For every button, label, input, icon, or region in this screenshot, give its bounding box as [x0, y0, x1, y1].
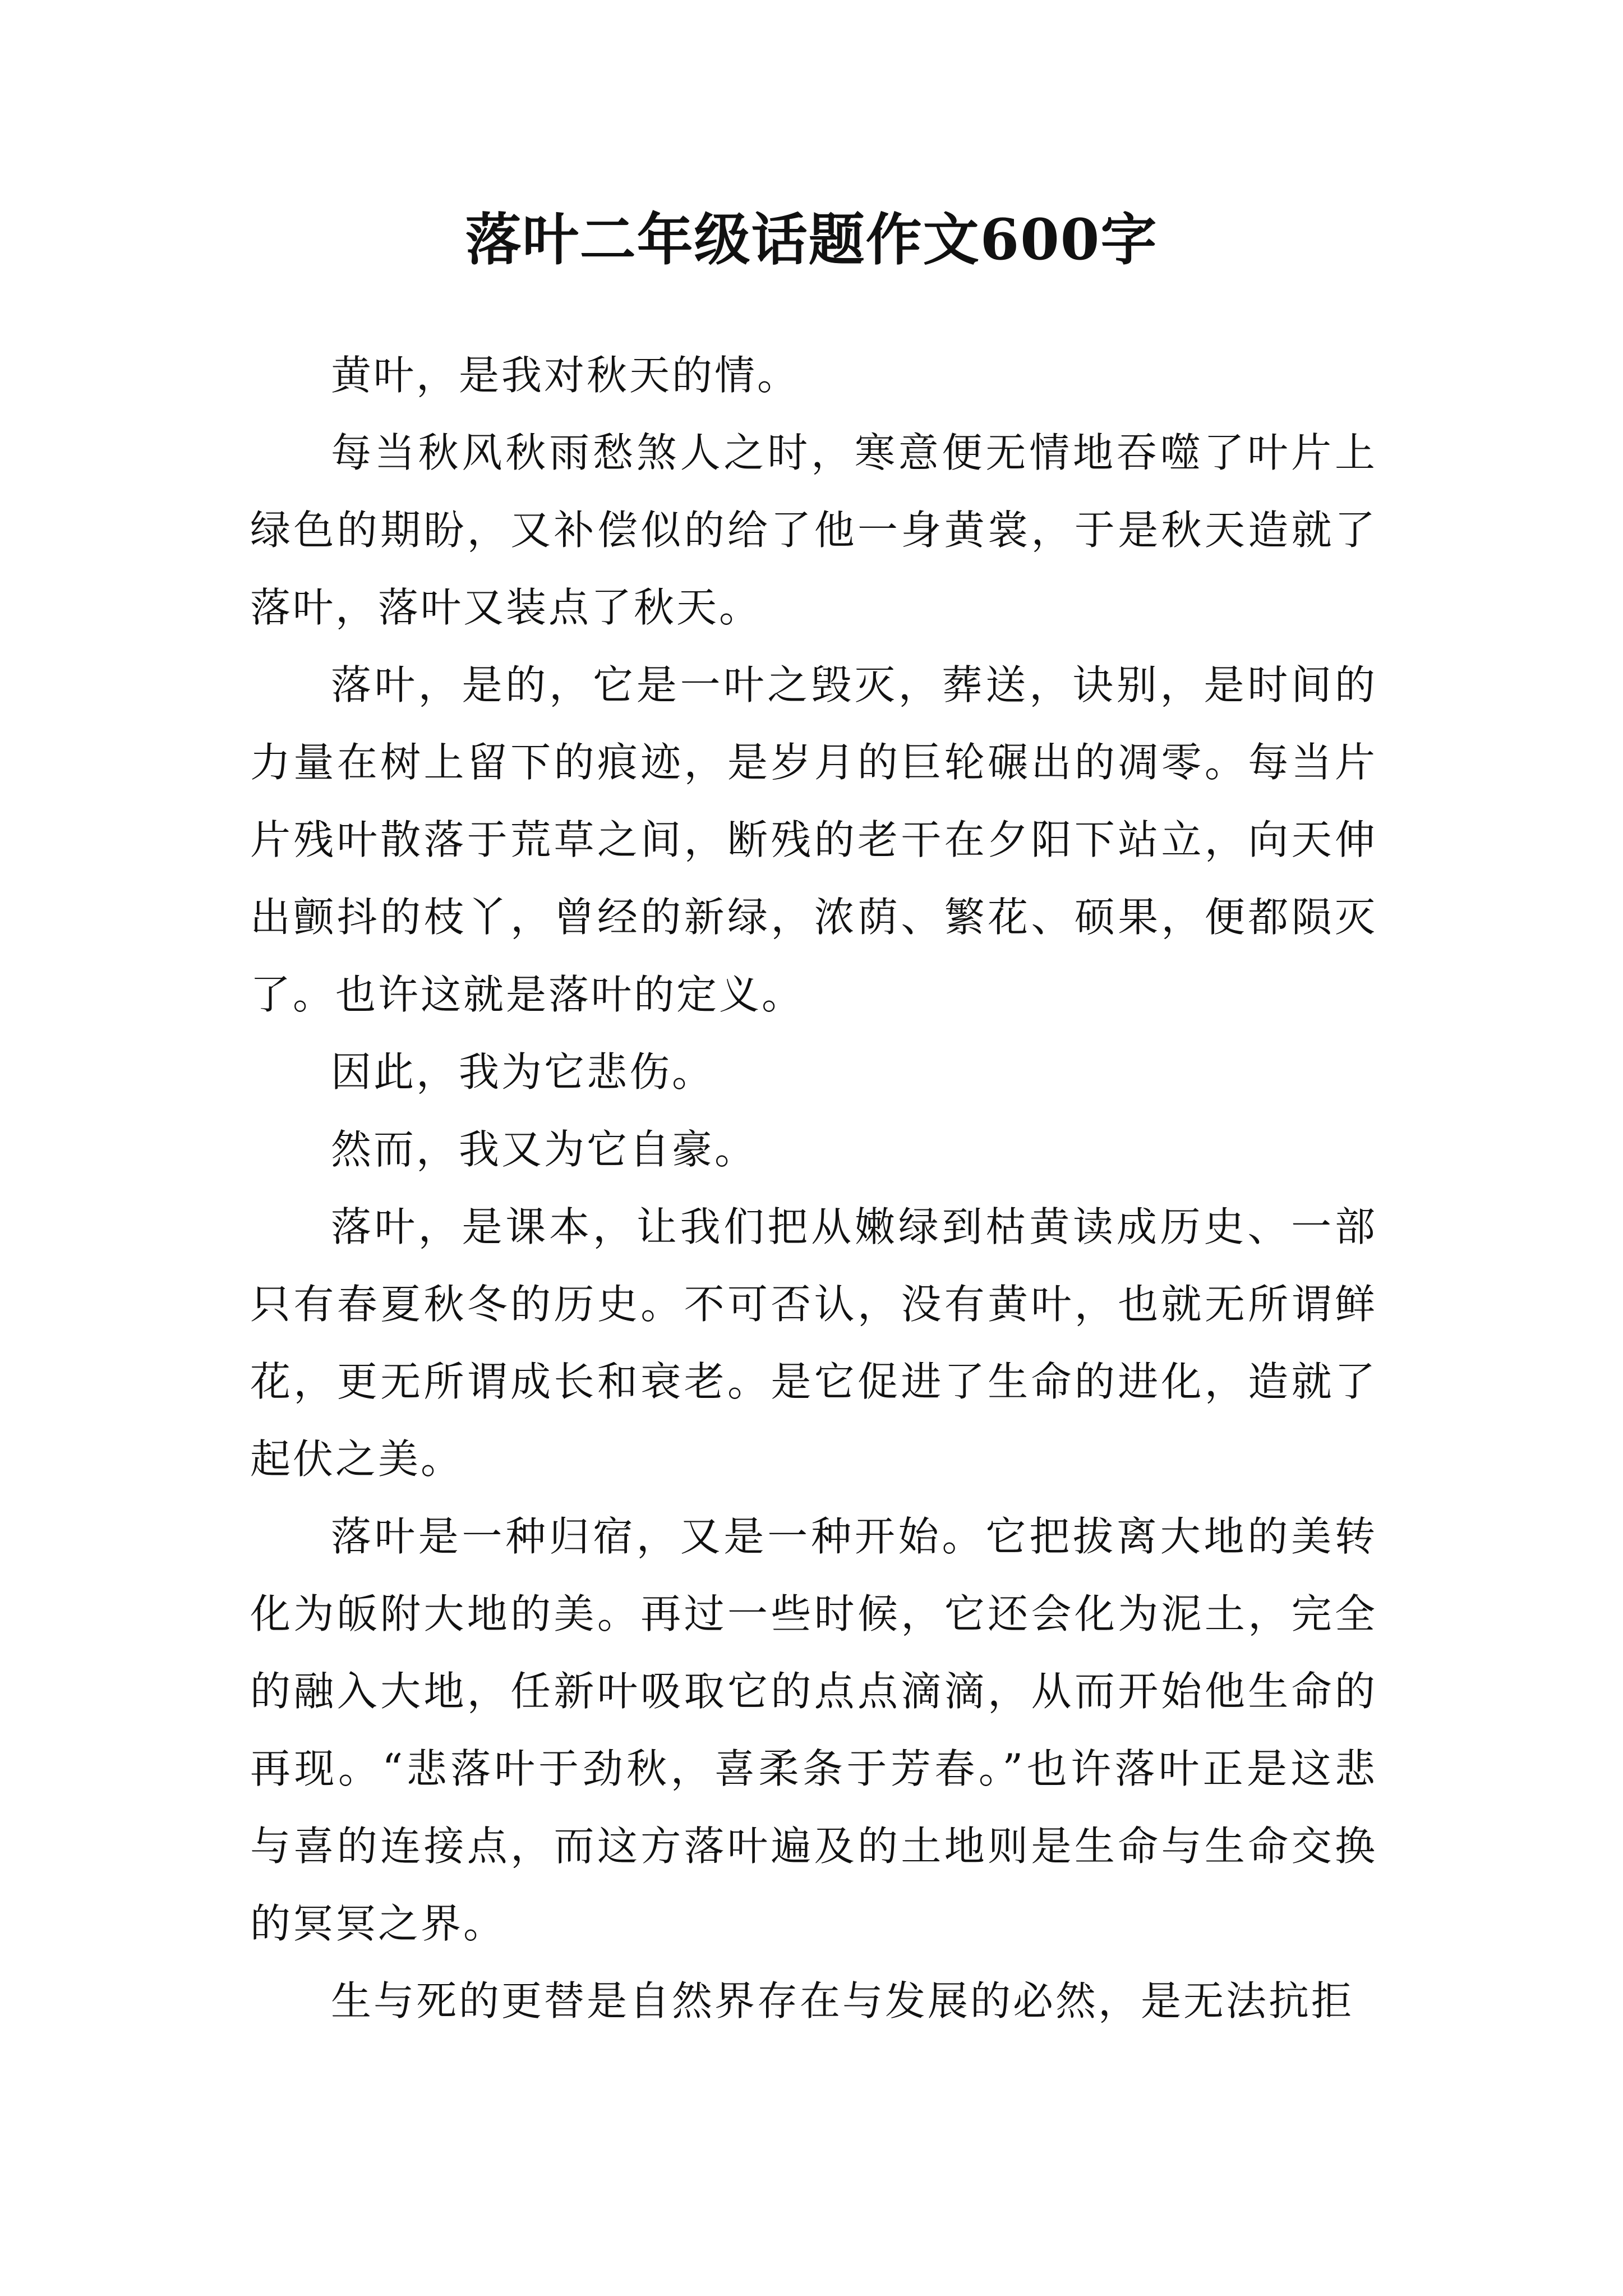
paragraph: 生与死的更替是自然界存在与发展的必然，是无法抗拒: [331, 1977, 1354, 2024]
paragraph: 黄叶，是我对秋天的情。: [331, 352, 800, 399]
document-body: [250, 337, 1377, 2040]
paragraph: 落叶，是的，它是一叶之毁灭，葬送，诀别，是时间的力量在树上留下的痕迹，是岁月的巨轮碾出的凋零。每当片片残叶散落于荒草之间，断残的老干在夕阳下站立，向天伸出颤抖的枝丫，曾经的新绿，浓荫、繁花、硕果，便都陨灭了。也许这就是落叶的定义。: [250, 661, 1377, 1018]
paragraph: 落叶，是课本，让我们把从嫩绿到枯黄读成历史、一部只有春夏秋冬的历史。不可否认，没有黄叶，也就无所谓鲜花，更无所谓成长和衰老。是它促进了生命的进化，造就了起伏之美。: [250, 1203, 1377, 1483]
paragraph: 因此，我为它悲伤。: [331, 1048, 715, 1096]
paragraph: 落叶是一种归宿，又是一种开始。它把拔离大地的美转化为皈附大地的美。再过一些时候，它还会化为泥土，完全的融入大地，任新叶吸取它的点点滴滴，从而开始他生命的再现。“悲落叶于劲秋，喜柔条于芳春。”也许落叶正是这悲与喜的连接点，而这方落叶遍及的土地则是生命与生命交换的冥冥之界。: [250, 1513, 1377, 1947]
document-title: 落叶二年级话题作文600字: [465, 206, 1158, 273]
paragraph: 然而，我又为它自豪。: [331, 1126, 758, 1173]
paragraph: 每当秋风秋雨愁煞人之时，寒意便无情地吞噬了叶片上绿色的期盼，又补偿似的给了他一身黄裳，于是秋天造就了落叶，落叶又装点了秋天。: [250, 429, 1377, 631]
